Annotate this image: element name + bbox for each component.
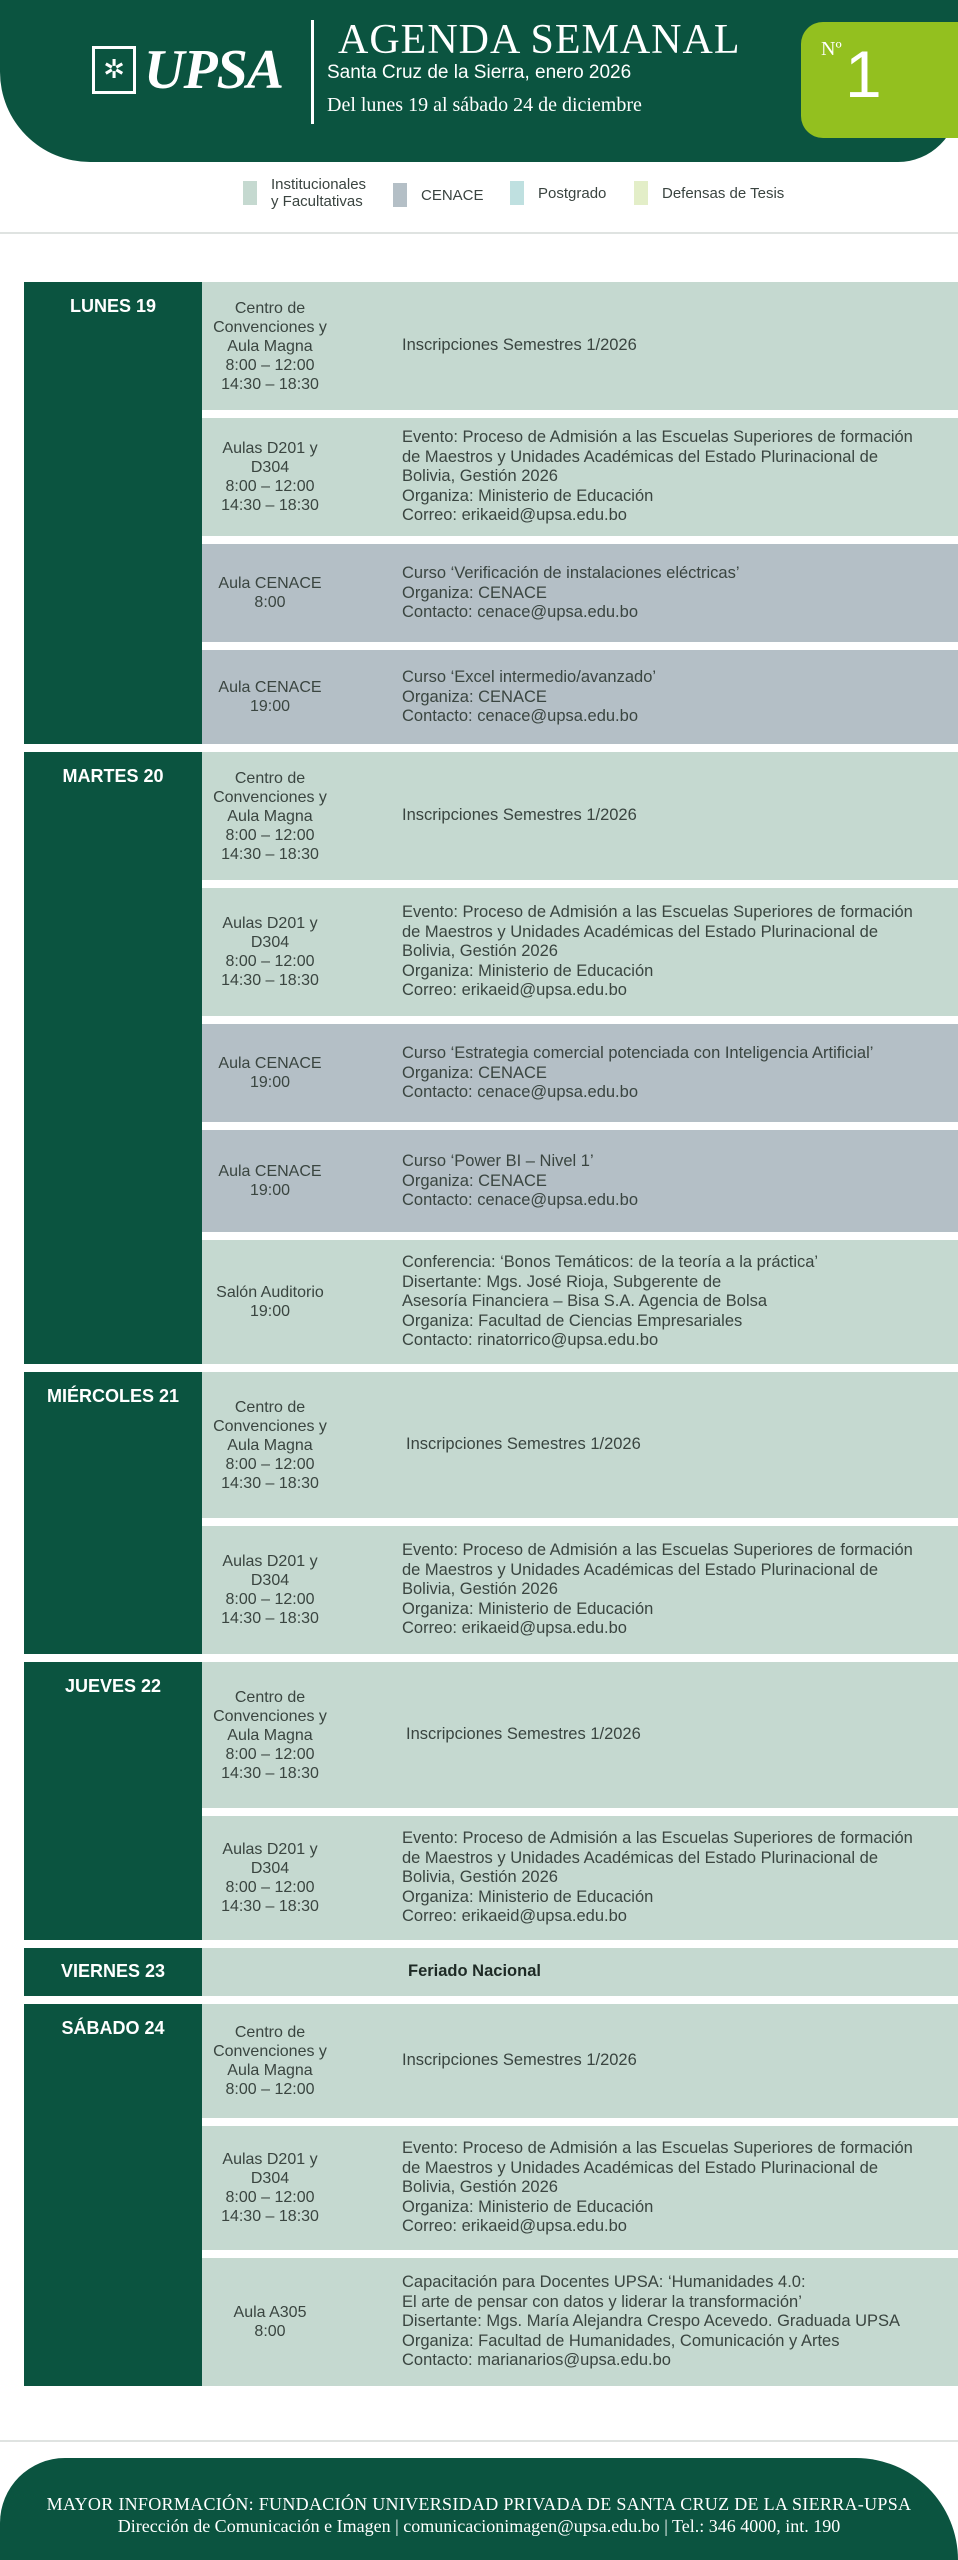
legend-item-institucionales [243, 176, 366, 210]
event-place: Aula CENACE 8:00 [218, 575, 322, 611]
holiday-label: Feriado Nacional [408, 1962, 541, 1980]
event-description: Inscripciones Semestres 1/2026 [406, 1725, 641, 1743]
event-place: Aula CENACE 19:00 [218, 1055, 322, 1091]
day-label: VIERNES 23 [60, 1961, 166, 1981]
event-row [202, 2004, 958, 2118]
event-description: Inscripciones Semestres 1/2026 [402, 2051, 637, 2069]
event-place: Aula CENACE 19:00 [218, 1163, 322, 1199]
upsa-logo [92, 40, 283, 100]
day-column [24, 1948, 202, 1996]
event-description: Capacitación para Docentes UPSA: ‘Humanidades 4.0: El arte de pensar con datos y liderar la transformación’ Disertante: Mgs. María Alejandra Crespo Acevedo. Graduada UPSA Organiza: Facultad de Humanidades, Comunicación y Artes Contacto: marianarios@upsa.edu.bo [402, 2273, 901, 2369]
event-row [202, 418, 958, 536]
event-description: Conferencia: ‘Bonos Temáticos: de la teoría a la práctica’ Disertante: Mgs. José Rioja, Subgerente de Asesoría Financiera – Bisa S.A. Agencia de Bolsa Organiza: Facultad de Ciencias Empresariales Contacto: rinatorrico@upsa.edu.bo [402, 1253, 819, 1349]
event-description: Inscripciones Semestres 1/2026 [402, 806, 637, 824]
event-place: Salón Auditorio 19:00 [216, 1284, 324, 1320]
legend-swatch [243, 181, 257, 205]
day-column [24, 1372, 202, 1654]
event-row [202, 1662, 958, 1808]
day-label: LUNES 19 [69, 296, 157, 316]
footer [0, 2458, 958, 2560]
event-description: Inscripciones Semestres 1/2026 [406, 1435, 641, 1453]
event-row [202, 1816, 958, 1940]
date-range: Del lunes 19 al sábado 24 de diciembre [327, 94, 642, 116]
logo-text: UPSA [144, 39, 284, 101]
event-row [202, 1130, 958, 1232]
day-label: MARTES 20 [62, 766, 164, 786]
event-description: Evento: Proceso de Admisión a las Escuelas Superiores de formación de Maestros y Unidades Académicas del Estado Plurinacional de Bolivia, Gestión 2026 Organiza: Ministerio de Educación Correo: erikaeid@upsa.edu.bo [402, 428, 913, 524]
legend-swatch [510, 181, 524, 205]
page-divider [0, 232, 958, 234]
event-row [202, 1372, 958, 1518]
issue-badge [801, 22, 958, 138]
event-place: Aulas D201 y D304 8:00 – 12:00 14:30 – 18:30 [221, 2151, 319, 2225]
legend-label: Postgrado [538, 184, 607, 202]
legend-label: CENACE [421, 186, 484, 204]
event-row [202, 2126, 958, 2250]
day-label: MIÉRCOLES 21 [46, 1386, 180, 1406]
event-description: Curso ‘Power BI – Nivel 1’ Organiza: CENACE Contacto: cenace@upsa.edu.bo [402, 1152, 638, 1209]
page-title: AGENDA SEMANAL [338, 17, 741, 63]
event-description: Curso ‘Excel intermedio/avanzado’ Organiza: CENACE Contacto: cenace@upsa.edu.bo [402, 668, 657, 725]
event-row [202, 888, 958, 1016]
event-description: Evento: Proceso de Admisión a las Escuelas Superiores de formación de Maestros y Unidades Académicas del Estado Plurinacional de Bolivia, Gestión 2026 Organiza: Ministerio de Educación Correo: erikaeid@upsa.edu.bo [402, 1829, 913, 1925]
event-place: Aula CENACE 19:00 [218, 679, 322, 715]
event-description: Inscripciones Semestres 1/2026 [402, 336, 637, 354]
event-description: Curso ‘Estrategia comercial potenciada con Inteligencia Artificial’ Organiza: CENACE Contacto: cenace@upsa.edu.bo [402, 1044, 874, 1101]
event-place: Aulas D201 y D304 8:00 – 12:00 14:30 – 18:30 [221, 915, 319, 989]
day-label: JUEVES 22 [64, 1676, 162, 1696]
event-row [202, 650, 958, 744]
event-place: Centro de Convenciones y Aula Magna 8:00 – 12:00 14:30 – 18:30 [213, 769, 327, 863]
legend-item-postgrado [510, 181, 606, 205]
upsa-emblem-icon: ✲ [92, 46, 136, 94]
event-row [202, 1024, 958, 1122]
legend-item-cenace [393, 183, 484, 207]
day-column [24, 282, 202, 744]
event-row [202, 282, 958, 410]
legend-swatch [393, 183, 407, 207]
issue-label: Nº [821, 38, 842, 60]
event-description: Curso ‘Verificación de instalaciones eléctricas’ Organiza: CENACE Contacto: cenace@upsa.edu.bo [402, 564, 740, 621]
event-row [202, 2258, 958, 2386]
issue-number: 1 [845, 37, 882, 111]
event-row [202, 1526, 958, 1654]
event-place: Aulas D201 y D304 8:00 – 12:00 14:30 – 18:30 [221, 440, 319, 514]
event-place: Aulas D201 y D304 8:00 – 12:00 14:30 – 18:30 [221, 1553, 319, 1627]
event-row [202, 1948, 958, 1996]
footer-info: MAYOR INFORMACIÓN: FUNDACIÓN UNIVERSIDAD PRIVADA DE SANTA CRUZ DE LA SIERRA-UPSA [46, 2494, 912, 2514]
legend-swatch [634, 181, 648, 205]
footer-contact: Dirección de Comunicación e Imagen | comunicacionimagen@upsa.edu.bo | Tel.: 346 4000, int. 190 [117, 2516, 841, 2536]
event-place: Aulas D201 y D304 8:00 – 12:00 14:30 – 18:30 [221, 1841, 319, 1915]
event-place: Centro de Convenciones y Aula Magna 8:00 – 12:00 14:30 – 18:30 [213, 1688, 327, 1782]
header-divider [311, 20, 314, 124]
footer-divider [0, 2440, 958, 2442]
event-place: Centro de Convenciones y Aula Magna 8:00 – 12:00 14:30 – 18:30 [213, 1398, 327, 1492]
event-row [202, 1240, 958, 1364]
legend-item-defensas [634, 181, 784, 205]
event-place: Centro de Convenciones y Aula Magna 8:00 – 12:00 14:30 – 18:30 [213, 299, 327, 393]
day-column [24, 1662, 202, 1940]
day-label: SÁBADO 24 [61, 2018, 165, 2038]
event-row [202, 752, 958, 880]
event-description: Evento: Proceso de Admisión a las Escuelas Superiores de formación de Maestros y Unidades Académicas del Estado Plurinacional de Bolivia, Gestión 2026 Organiza: Ministerio de Educación Correo: erikaeid@upsa.edu.bo [402, 2139, 913, 2235]
event-description: Evento: Proceso de Admisión a las Escuelas Superiores de formación de Maestros y Unidades Académicas del Estado Plurinacional de Bolivia, Gestión 2026 Organiza: Ministerio de Educación Correo: erikaeid@upsa.edu.bo [402, 903, 913, 999]
day-column [24, 752, 202, 1364]
event-place: Centro de Convenciones y Aula Magna 8:00 – 12:00 [213, 2024, 327, 2098]
event-place: Aula A305 8:00 [233, 2304, 307, 2340]
event-description: Evento: Proceso de Admisión a las Escuelas Superiores de formación de Maestros y Unidades Académicas del Estado Plurinacional de Bolivia, Gestión 2026 Organiza: Ministerio de Educación Correo: erikaeid@upsa.edu.bo [402, 1541, 913, 1637]
event-row [202, 544, 958, 642]
legend-label: Institucionales y Facultativas [271, 176, 367, 210]
day-column [24, 2004, 202, 2386]
legend [0, 176, 958, 226]
page-subtitle: Santa Cruz de la Sierra, enero 2026 [327, 62, 632, 83]
legend-label: Defensas de Tesis [662, 184, 785, 202]
